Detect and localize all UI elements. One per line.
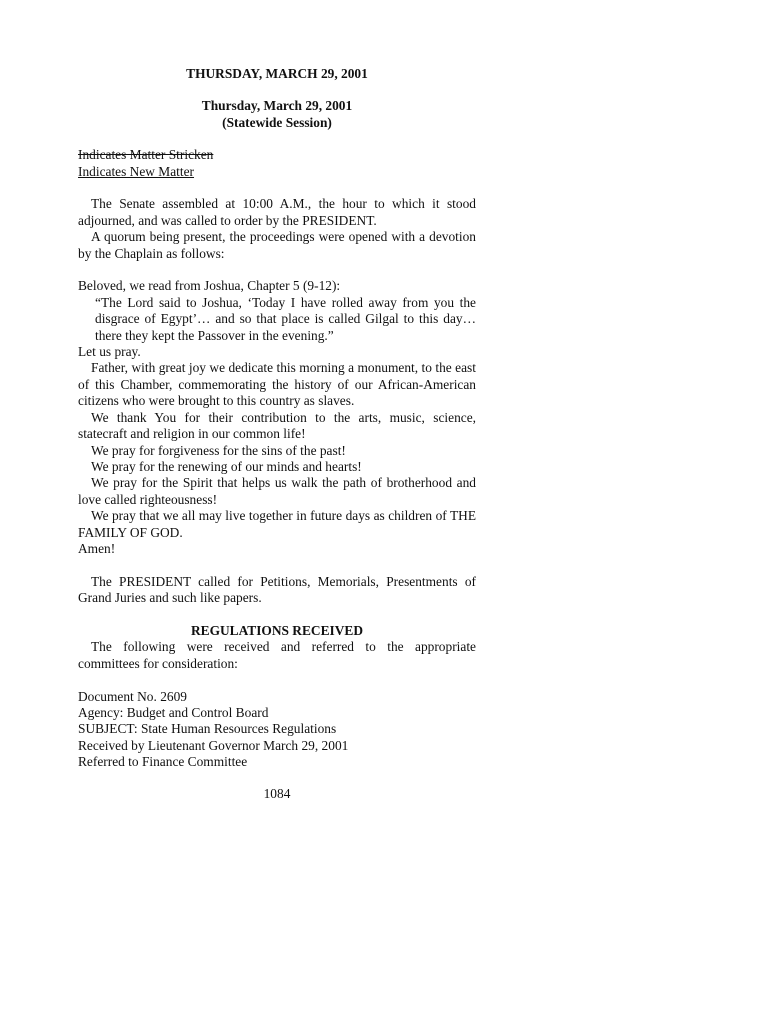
- petitions-paragraph: The PRESIDENT called for Petitions, Memorials, Presentments of Grand Juries and such like papers.: [78, 573, 476, 606]
- spacer: [78, 180, 476, 196]
- legend-new-matter: Indicates New Matter: [78, 163, 195, 179]
- let-us-pray: Let us pray.: [78, 344, 141, 360]
- regulations-intro: The following were received and referred to the appropriate committees for consideration:: [78, 639, 476, 671]
- prayer-paragraph: We pray that we all may live together in future days as children of THE FAMILY OF GOD.: [78, 508, 476, 540]
- page-header: THURSDAY, MARCH 29, 2001: [186, 66, 368, 81]
- prayer-paragraph: Father, with great joy we dedicate this morning a monument, to the east of this Chamber, commemorating the history of our African-American citizens who were brought to this country as slaves.: [78, 360, 476, 409]
- spacer: [78, 557, 476, 573]
- journal-page: [78, 60, 476, 802]
- regulations-heading: REGULATIONS RECEIVED: [190, 622, 363, 638]
- document-referred: Referred to Finance Committee: [78, 754, 248, 770]
- opening-paragraph: The Senate assembled at 10:00 A.M., the hour to which it stood adjourned, and was called to order by the PRESIDENT.: [78, 196, 476, 228]
- prayer-paragraph: We pray for the renewing of our minds and hearts!: [91, 458, 362, 474]
- page-number: 1084: [263, 785, 291, 801]
- document-subject: SUBJECT: State Human Resources Regulations: [78, 721, 337, 737]
- document-received: Received by Lieutenant Governor March 29, 2001: [78, 737, 349, 753]
- legend-stricken: Indicates Matter Stricken: [78, 147, 214, 163]
- document-agency: Agency: Budget and Control Board: [78, 704, 269, 720]
- legend: [78, 147, 476, 180]
- scripture-quote: “The Lord said to Joshua, ‘Today I have rolled away from you the disgrace of Egypt’… and so that place is called Gilgal to this day… there they kept the Passover in the evening.”: [95, 294, 476, 343]
- document-number: Document No. 2609: [78, 688, 187, 704]
- document-entry: [78, 689, 476, 771]
- session-type: (Statewide Session): [222, 114, 332, 130]
- prayer-paragraph: We pray for forgiveness for the sins of the past!: [91, 442, 346, 458]
- spacer: [78, 262, 476, 278]
- prayer-paragraph: We pray for the Spirit that helps us walk the path of brotherhood and love called righteousness!: [78, 475, 476, 507]
- amen: Amen!: [78, 540, 116, 556]
- session-date: Thursday, March 29, 2001: [201, 98, 353, 114]
- prayer-paragraph: We thank You for their contribution to the arts, music, science, statecraft and religion in our common life!: [78, 409, 476, 442]
- devotion-intro: Beloved, we read from Joshua, Chapter 5 (9-12):: [78, 278, 341, 294]
- opening-paragraph: A quorum being present, the proceedings were opened with a devotion by the Chaplain as follows:: [78, 229, 476, 261]
- spacer: [78, 607, 476, 623]
- spacer: [78, 672, 476, 688]
